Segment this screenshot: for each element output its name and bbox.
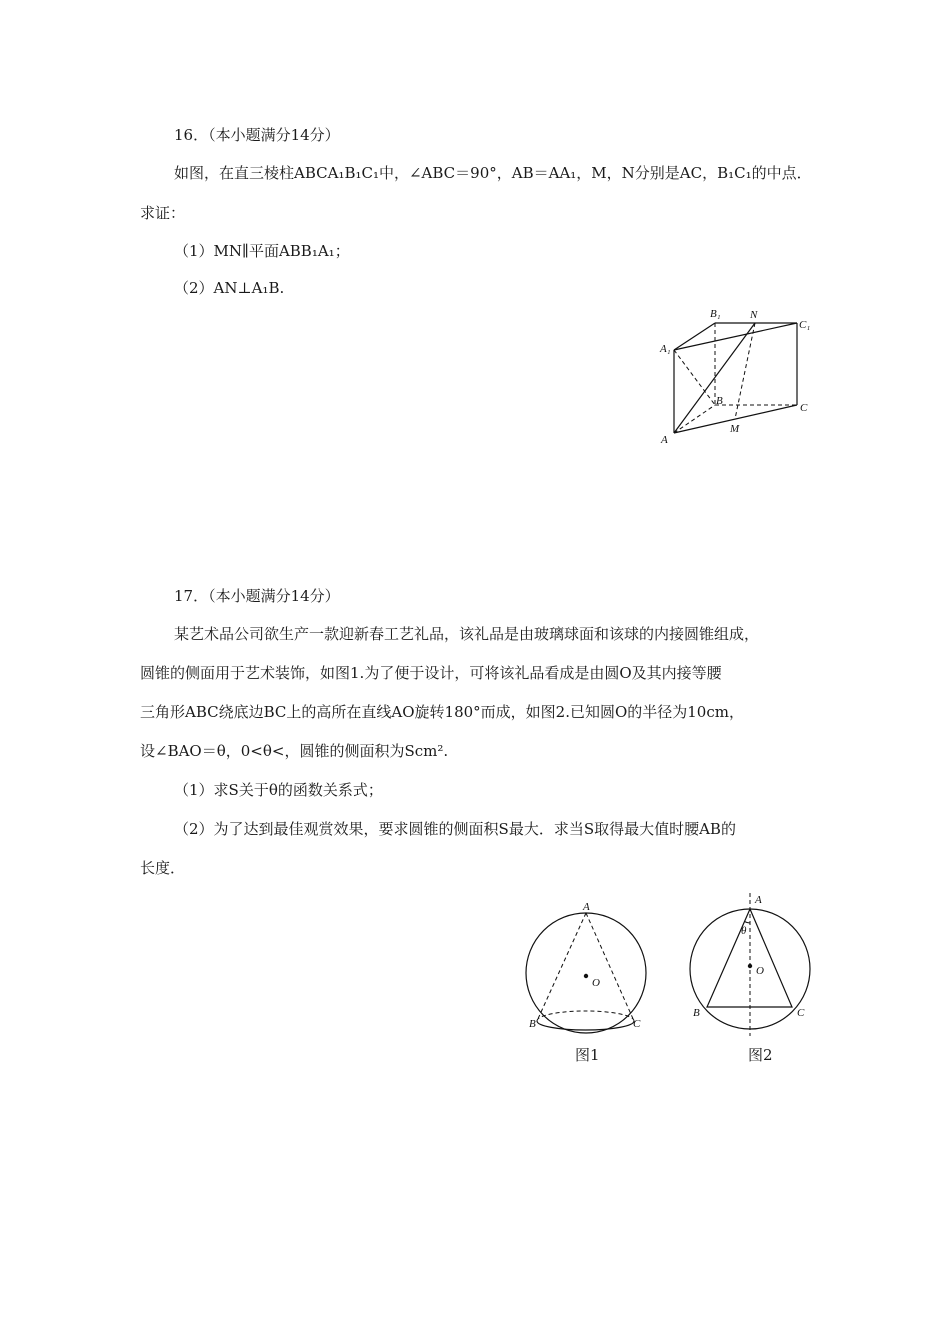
q17-part1: （1）求S关于θ的函数关系式； [174,781,383,799]
fig2-label-a: A [755,894,762,906]
segment-a1b [674,350,715,405]
theta-arc [744,922,750,924]
fig1-label-b: B [529,1018,536,1030]
q17-part2-line2: 长度． [140,859,186,877]
label-n: N [750,309,758,321]
fig1-label-c: C [633,1018,641,1030]
sphere-circle [526,913,646,1033]
q17-stem-line2: 圆锥的侧面用于艺术装饰，如图1.为了便于设计，可将该礼品看成是由圆O及其内接等腰 [140,664,722,682]
figure-2-caption: 图2 [748,1046,773,1064]
q16-part2: （2）AN⊥A₁B. [174,279,285,297]
fig2-label-theta: θ [741,925,747,937]
q17-stem-line1: 某艺术品公司欲生产一款迎新春工艺礼品，该礼品是由玻璃球面和该球的内接圆锥组成， [174,625,760,643]
center-point [748,964,752,968]
label-c: C [800,402,808,414]
fig2-label-b: B [693,1007,700,1019]
label-a: A [661,434,668,446]
label-m: M [730,423,740,435]
figure-1-caption: 图1 [575,1046,600,1064]
q16-stem-line2: 求证： [140,204,186,222]
q17-part2-line1: （2）为了达到最佳观赏效果，要求圆锥的侧面积S最大．求当S取得最大值时腰AB的 [174,820,736,838]
cone-base-back [537,1011,634,1021]
figure-2-triangle-in-circle [680,888,820,1038]
label-b: B [716,395,723,407]
edge-a1c1 [674,323,797,350]
prism-figure [650,300,830,450]
label-a1: A₁ [660,343,671,355]
label-c1: C₁ [799,319,811,331]
q17-stem-line3: 三角形ABC绕底边BC上的高所在直线AO旋转180°而成，如图2.已知圆O的半径为10cm， [140,703,744,721]
fig1-label-o: O [592,977,600,989]
fig2-label-o: O [756,965,764,977]
q17-header: 17．（本小题满分14分） [174,587,340,605]
q16-stem-line1: 如图，在直三棱柱ABCA₁B₁C₁中，∠ABC＝90°，AB＝AA₁，M，N分别是AC，B₁C₁的中点． [174,164,812,182]
circle-o [690,909,810,1029]
fig1-label-a: A [583,901,590,913]
q16-header: 16．（本小题满分14分） [174,126,340,144]
figure-1-cone-in-sphere [520,900,660,1040]
label-b1: B₁ [710,308,721,320]
q16-part1: （1）MN∥平面ABB₁A₁； [174,242,350,260]
fig2-label-c: C [797,1007,805,1019]
q17-stem-line4: 设∠BAO＝θ，0<θ<，圆锥的侧面积为Scm². [140,742,449,760]
center-point [584,974,588,978]
